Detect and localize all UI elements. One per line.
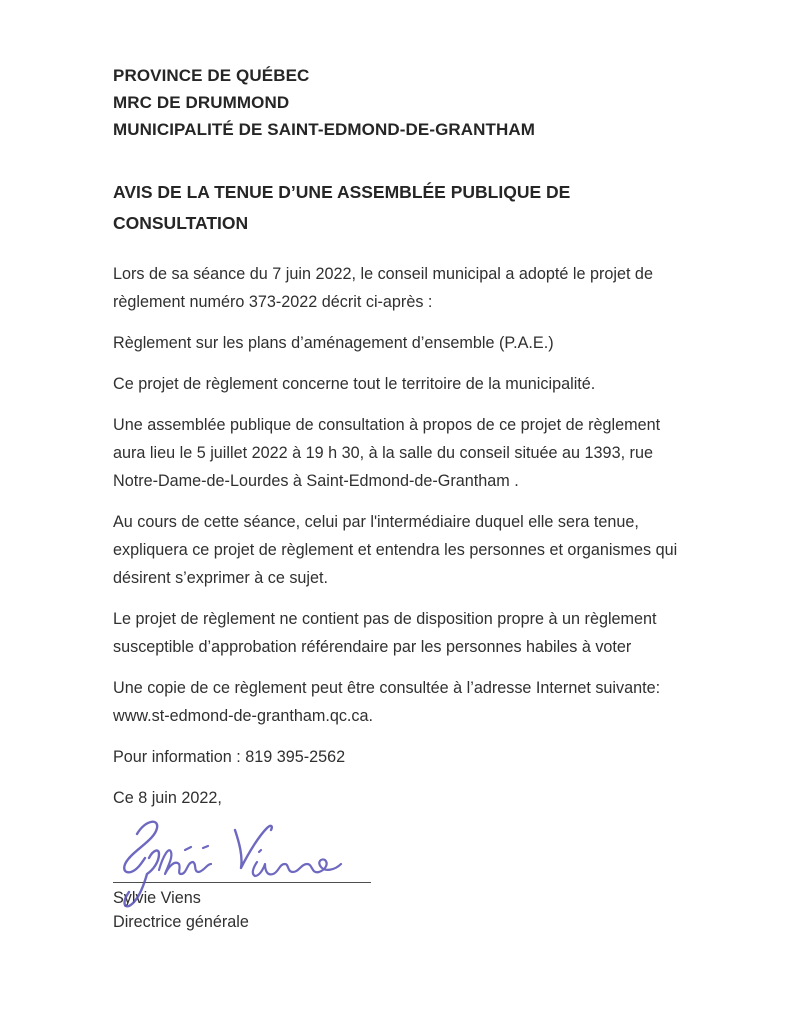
paragraph-assembly-details: Une assemblée publique de consultation à propos de ce projet de règlement aura lieu le 5 juillet 2022 à 19 h 30, à la salle du conseil située au 1393, rue Notre-Dame-de-Lourdes à Saint-Edmond-de-Grantham . — [113, 416, 661, 490]
paragraph-adoption: Lors de sa séance du 7 juin 2022, le conseil municipal a adopté le projet de règlement numéro 373-2022 décrit ci-après : — [113, 265, 653, 311]
paragraph-reglement-name: Règlement sur les plans d’aménagement d’ensemble (P.A.E.) — [113, 334, 554, 352]
signatory-name: Sylvie Viens — [113, 889, 201, 907]
paragraph-session-explanation: Au cours de cette séance, celui par l'intermédiaire duquel elle sera tenue, expliquera ce projet de règlement et entendra les personnes et organismes qui désirent s’exprimer à ce sujet. — [113, 513, 678, 587]
paragraph-website: Une copie de ce règlement peut être consultée à l’adresse Internet suivante: www.st-edmond-de-grantham.qc.ca. — [113, 679, 661, 725]
letterhead — [113, 62, 689, 143]
signatory-block — [113, 886, 689, 934]
paragraph-territory: Ce projet de règlement concerne tout le territoire de la municipalité. — [113, 375, 596, 393]
paragraph-phone: Pour information : 819 395-2562 — [113, 748, 346, 766]
paragraph-date: Ce 8 juin 2022, — [113, 789, 222, 807]
letterhead-line-mrc: MRC DE DRUMMOND — [113, 93, 290, 112]
notice-body — [113, 260, 689, 812]
signatory-title: Directrice générale — [113, 913, 249, 931]
letterhead-line-municipality: MUNICIPALITÉ DE SAINT-EDMOND-DE-GRANTHAM — [113, 120, 536, 139]
letterhead-line-province: PROVINCE DE QUÉBEC — [113, 66, 310, 85]
signature-line — [113, 832, 371, 883]
notice-title: AVIS DE LA TENUE D’UNE ASSEMBLÉE PUBLIQUE DE CONSULTATION — [113, 182, 571, 233]
paragraph-referendum-note: Le projet de règlement ne contient pas de disposition propre à un règlement susceptible d’approbation référendaire par les personnes habiles à voter — [113, 610, 657, 656]
